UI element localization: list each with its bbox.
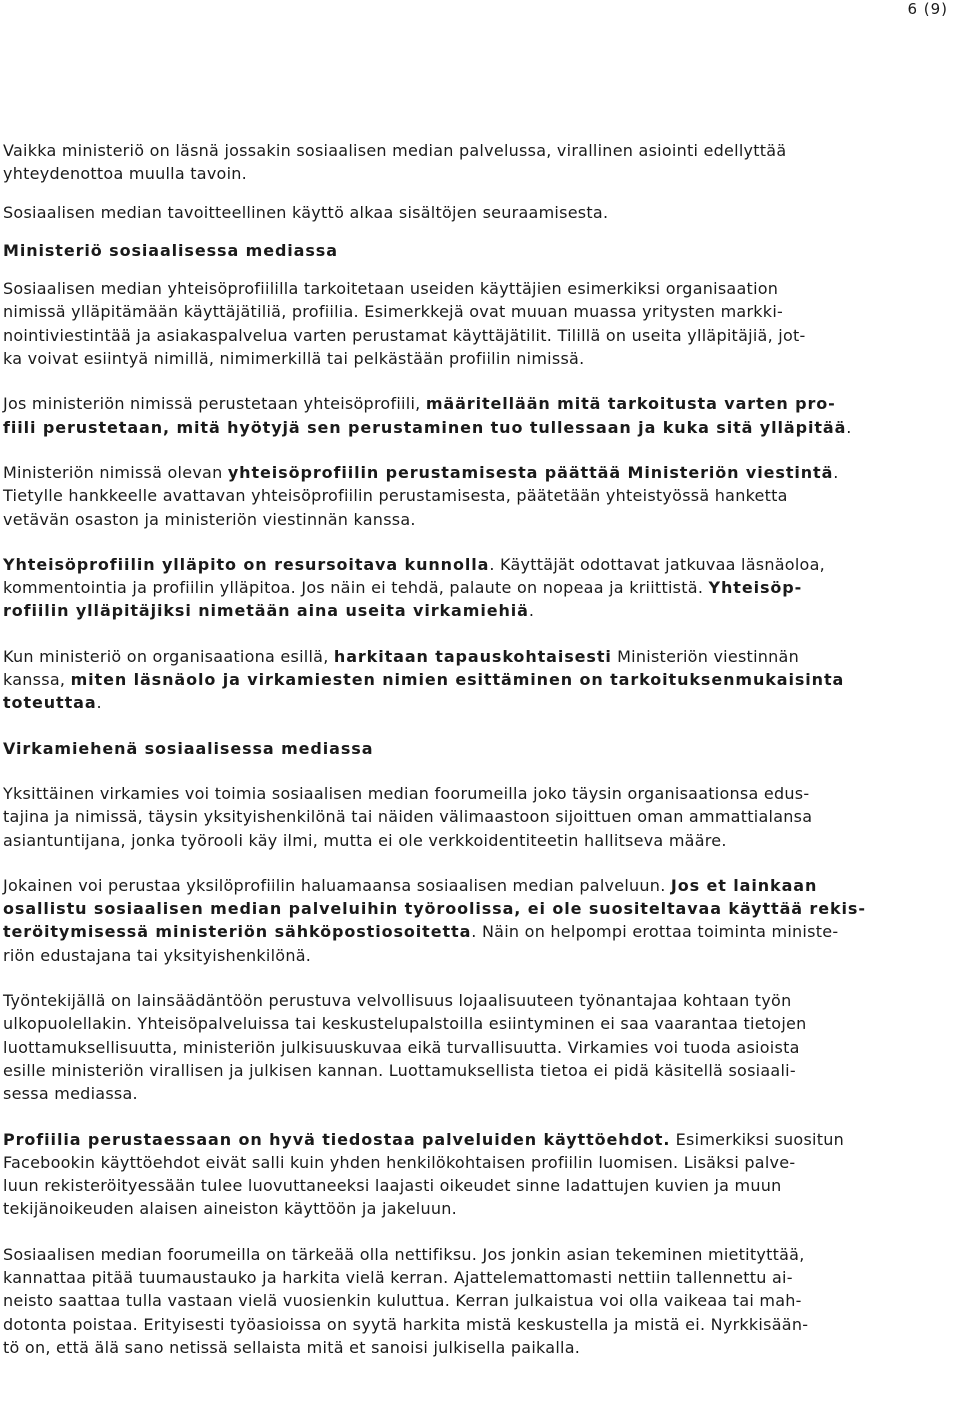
text-run: . (846, 417, 852, 437)
text-run: Esimerkiksi suositun (670, 1129, 845, 1149)
text-run: kommentointia ja profiilin ylläpitoa. Jos näin ei tehdä, palaute on nopeaa ja kriittistä. (3, 578, 709, 598)
text-line: tajina ja nimissä, täysin yksityishenkilönä tai näiden välimaastoon sijoittuen oman ammattialansa (3, 807, 813, 827)
bold-text: määritellään mitä tarkoitusta varten pro- (425, 394, 836, 414)
text-line: Työntekijällä on lainsäädäntöön perustuva velvollisuus lojaalisuuteen työnantajaa kohtaan työn (3, 991, 792, 1011)
text-line: kannattaa pitää tuumaustauko ja harkita vielä kerran. Ajattelemattomasti nettiin tallennettu ai- (3, 1267, 793, 1287)
text-line: tekijänoikeuden alaisen aineiston käyttöön ja jakeluun. (3, 1199, 458, 1219)
text-line: asiantuntijana, jonka työrooli käy ilmi, mutta ei ole verkkoidentiteetin hallitseva määre. (3, 830, 727, 850)
bold-text: Profiilia perustaessaan on hyvä tiedostaa palveluiden käyttöehdot. (3, 1129, 671, 1149)
page-number: 6 (9) (907, 0, 948, 18)
text-line: ka voivat esiintyä nimillä, nimimerkillä tai pelkästään profiilin nimissä. (3, 349, 585, 369)
bold-text: harkitaan tapauskohtaisesti (333, 646, 612, 666)
text-line: Tietylle hankkeelle avattavan yhteisöprofiilin perustamisesta, päätetään yhteistyössä hanketta (3, 486, 788, 506)
text-line: Facebookin käyttöehdot eivät salli kuin yhden henkilökohtaisen profiilin luomisen. Lisäksi palve- (3, 1152, 796, 1172)
paragraph-profile-decision (3, 461, 953, 531)
text-run: . (528, 601, 535, 621)
text-run: Kun ministeriö on organisaationa esillä, (3, 646, 334, 666)
document-body (3, 139, 953, 1359)
text-line: Sosiaalisen median tavoitteellinen käyttö alkaa sisältöjen seuraamisesta. (3, 202, 609, 222)
bold-text: osallistu sosiaalisen median palveluihin työroolissa, ei ole suositeltavaa käyttää rekis- (3, 899, 866, 919)
paragraph-terms-of-service (3, 1128, 953, 1221)
paragraph-individual-official (3, 782, 953, 852)
text-line: Vaikka ministeriö on läsnä jossakin sosiaalisen median palvelussa, virallinen asiointi edellyttää (3, 141, 787, 160)
bold-text: fiili perustetaan, mitä hyötyjä sen perustaminen tuo tullessaan ja kuka sitä ylläpitää (3, 417, 847, 437)
text-run: . Käyttäjät odottavat jatkuvaa läsnäoloa, (489, 554, 825, 574)
bold-text: rofiilin ylläpitäjiksi nimetään aina useita virkamiehiä (3, 601, 529, 621)
bold-text: Yhteisöp- (708, 578, 803, 598)
text-line: ulkopuolellakin. Yhteisöpalveluissa tai keskustelupalstoilla esiintyminen ei saa vaarantaa tietojen (3, 1014, 807, 1034)
paragraph-official-contact (3, 139, 953, 186)
text-run: . (833, 462, 839, 482)
bold-text: toteuttaa (3, 693, 97, 713)
bold-text: teröitymisessä ministeriön sähköpostiosoitetta (3, 922, 472, 942)
text-run: . (96, 693, 102, 713)
paragraph-profile-maintenance (3, 553, 953, 623)
bold-text: Yhteisöprofiilin ylläpito on resursoitava kunnolla (3, 554, 490, 574)
text-line: esille ministeriön virallisen ja julkisen kannan. Luottamuksellista tietoa ei pidä käsitellä sosiaali- (3, 1060, 796, 1080)
text-line: yhteydenottoa muulla tavoin. (3, 164, 248, 184)
text-line: nointiviestintää ja asiakaspalvelua varten perustamat käyttäjätilit. Tilillä on useita ylläpitäjiä, jot- (3, 325, 806, 345)
text-line: riön edustajana tai yksityishenkilönä. (3, 945, 312, 965)
paragraph-community-profile (3, 277, 953, 370)
text-line: tö on, että älä sano netissä sellaista mitä et sanoisi julkisella paikalla. (3, 1337, 581, 1357)
paragraph-personal-profile (3, 874, 953, 967)
text-run: Ministeriön viestinnän (611, 646, 799, 666)
bold-text: Jos et lainkaan (670, 875, 818, 895)
bold-text: yhteisöprofiilin perustamisesta päättää Ministeriön viestintä (227, 462, 834, 482)
text-line: Yksittäinen virkamies voi toimia sosiaalisen median foorumeilla joko täysin organisaationsa edus- (3, 783, 810, 803)
paragraph-case-by-case (3, 645, 953, 715)
paragraph-profile-purpose (3, 392, 953, 439)
text-line: nimissä ylläpitämään käyttäjätiliä, profiilia. Esimerkkejä ovat muuan muassa yritysten markki- (3, 302, 784, 322)
text-line: luottamuksellisuutta, ministeriön julkisuuskuvaa eikä turvallisuutta. Virkamies voi tuoda asioista (3, 1037, 800, 1057)
text-line: dotonta poistaa. Erityisesti työasioissa on syytä harkita mistä keskustella ja mistä ei. Nyrkkisään- (3, 1314, 809, 1334)
text-run: Ministeriön nimissä olevan (3, 462, 228, 482)
heading-official-in-social-media: Virkamiehenä sosiaalisessa mediassa (3, 738, 374, 758)
text-run: . Näin on helpompi erottaa toiminta ministe- (471, 922, 839, 942)
text-line: vetävän osaston ja ministeriön viestinnän kanssa. (3, 509, 416, 529)
paragraph-net-savvy (3, 1243, 953, 1359)
text-run: Jokainen voi perustaa yksilöprofiilin haluamaansa sosiaalisen median palveluun. (3, 875, 671, 895)
text-line: Sosiaalisen median foorumeilla on tärkeää olla nettifiksu. Jos jonkin asian tekeminen mietityttää, (3, 1244, 805, 1264)
heading-ministry-in-social-media: Ministeriö sosiaalisessa mediassa (3, 240, 338, 260)
paragraph-loyalty (3, 989, 953, 1105)
bold-text: miten läsnäolo ja virkamiesten nimien esittäminen on tarkoituksenmukaisinta (70, 670, 845, 690)
text-run: kanssa, (3, 670, 71, 690)
text-line: neisto saattaa tulla vastaan vielä vuosienkin kuluttua. Kerran julkaistua voi olla vaikeaa tai mah- (3, 1291, 802, 1311)
text-line: sessa mediassa. (3, 1084, 138, 1104)
text-line: Sosiaalisen median yhteisöprofiililla tarkoitetaan useiden käyttäjien esimerkiksi organisaation (3, 279, 779, 299)
text-line: luun rekisteröityessään tulee luovuttaneeksi laajasti oikeudet sinne ladattujen kuvien ja muun (3, 1176, 782, 1196)
paragraph-following-content (3, 201, 953, 224)
text-run: Jos ministeriön nimissä perustetaan yhteisöprofiili, (3, 394, 426, 414)
